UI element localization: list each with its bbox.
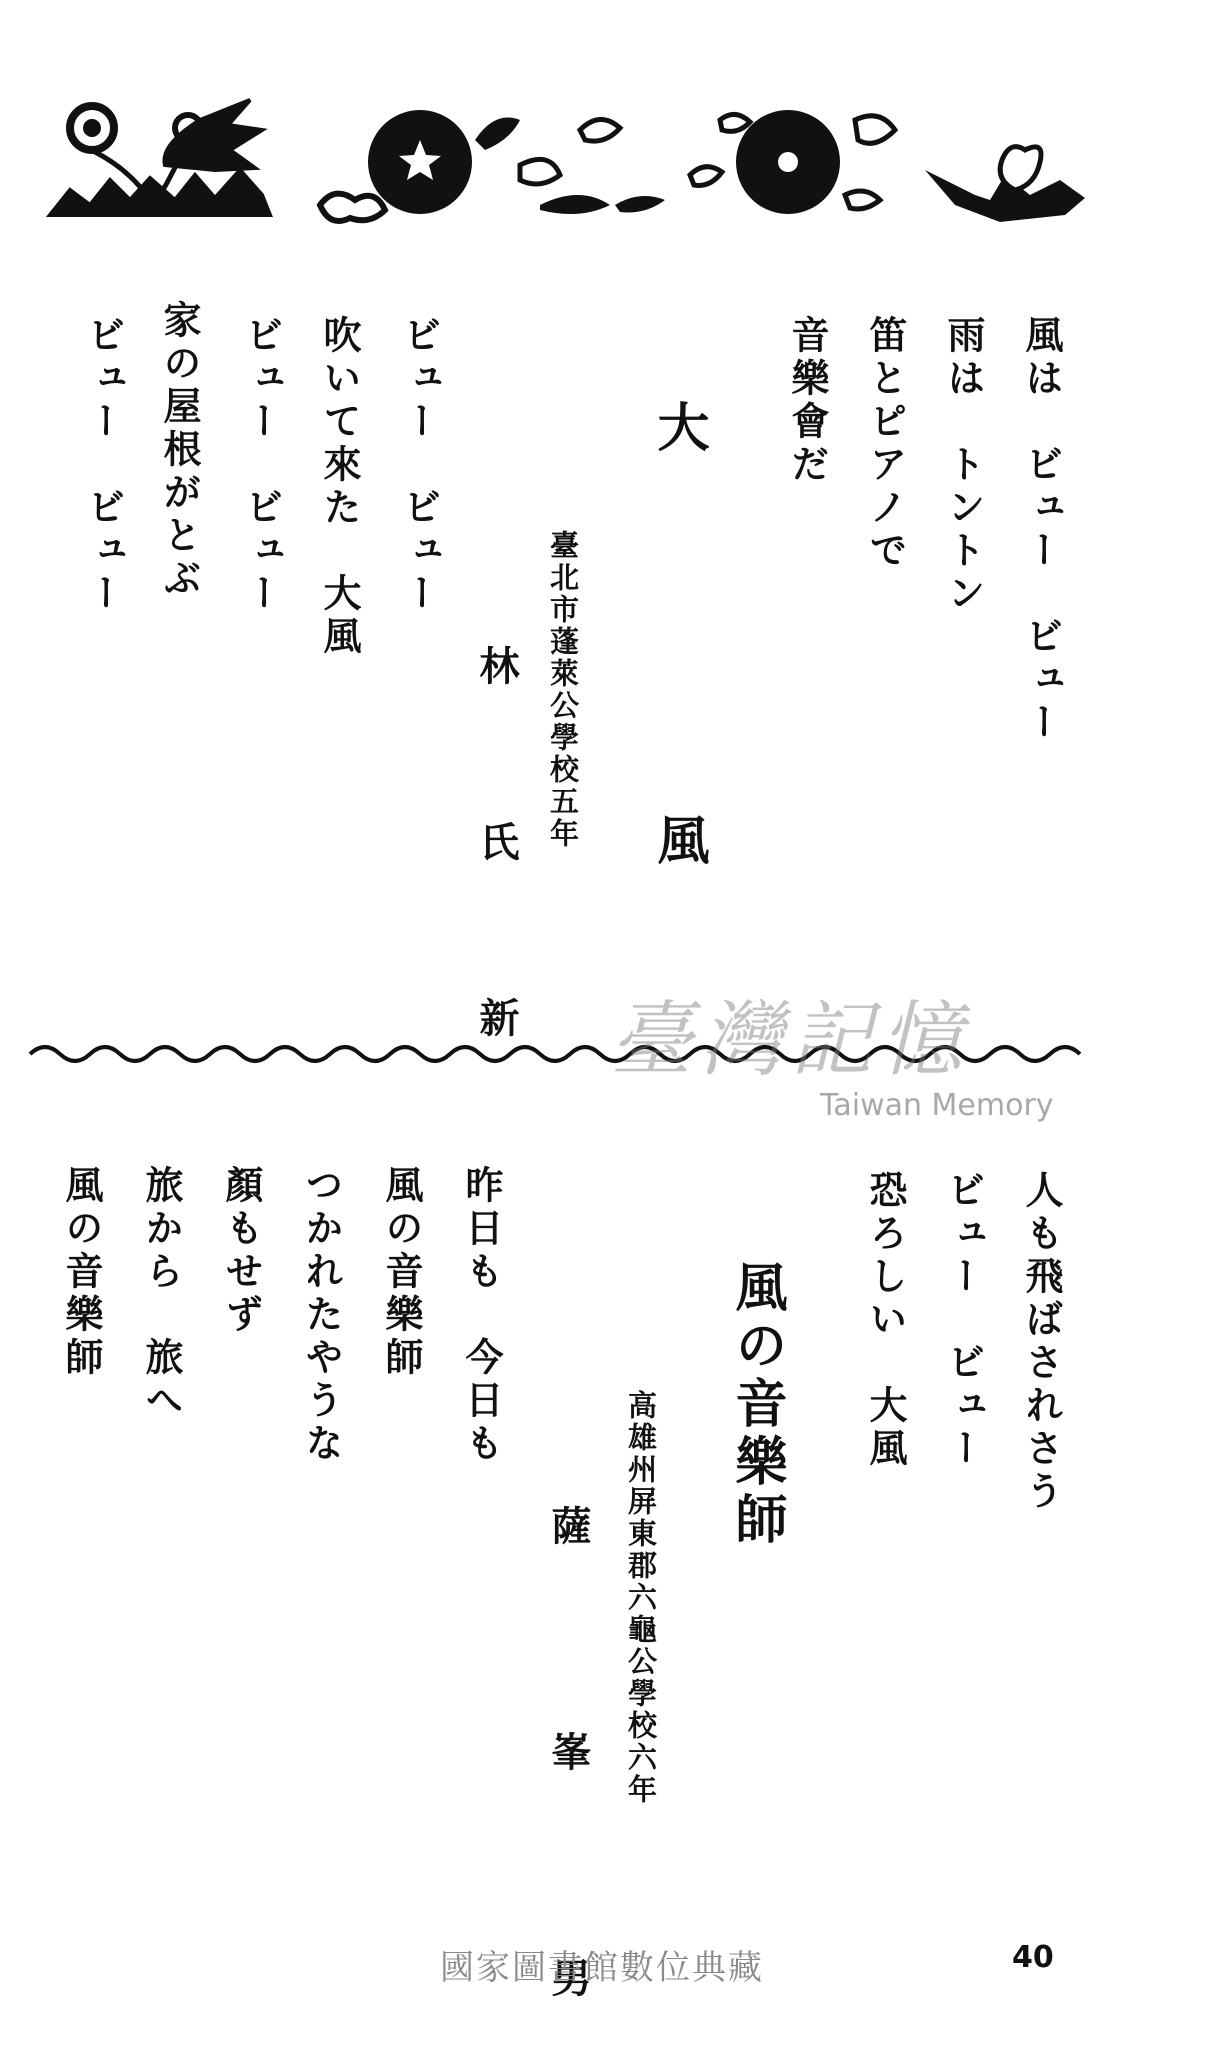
poem2-line-1: 昨日も 今日も xyxy=(459,1165,504,1466)
poem2-line-6: 風の音樂師 xyxy=(59,1165,104,1380)
poem2-school: 高雄州屏東郡六龜公學校六年 xyxy=(624,1390,658,1806)
page-number: 40 xyxy=(1012,1940,1054,1975)
flower-icon xyxy=(690,110,895,214)
dandelion-icon xyxy=(50,100,270,215)
poem1-line-1: 風は ビュー ビュー xyxy=(1019,315,1064,745)
morning-glory-icon xyxy=(320,110,665,221)
poem2-line-3: つかれたやうな xyxy=(299,1165,344,1466)
poem1-line-8: 家の屋根がとぶ xyxy=(157,300,202,601)
poem1-line-3: 笛とピアノで xyxy=(863,315,908,573)
poem2-author: 薩 峯 男 xyxy=(545,1505,591,2067)
poem2-line-4: 顏もせず xyxy=(219,1165,264,1337)
poem2-title: 風の音樂師 xyxy=(726,1260,787,1550)
poem2-line-2: 風の音樂師 xyxy=(379,1165,424,1380)
poem1-cont-line-1: 人も飛ばされさう xyxy=(1019,1170,1064,1514)
floral-header-border xyxy=(0,0,1225,240)
poem1-line-2: 雨は トントン xyxy=(941,315,986,616)
poem1-line-6: 吹いて來た 大風 xyxy=(317,315,362,659)
poem1-cont-line-3: 恐ろしい 大風 xyxy=(863,1170,908,1471)
taiwan-memory-watermark xyxy=(610,993,1054,1123)
poem1-school: 臺北市蓬萊公學校五年 xyxy=(546,530,580,850)
poem1-line-9: ビュー ビュー xyxy=(81,315,126,616)
poem1-line-5: ビュー ビュー xyxy=(397,315,442,616)
poem1-cont-line-2: ビュー ビュー xyxy=(941,1170,986,1471)
watermark-en: Taiwan Memory xyxy=(820,1088,1054,1123)
poem1-title: 大 風 xyxy=(648,400,709,1015)
poem1-author: 林 氏 新 xyxy=(473,645,519,1082)
grass-sprout-icon xyxy=(925,147,1085,222)
library-collection-footer: 國家圖書館數位典藏 xyxy=(440,1948,764,1988)
watermark-cjk: 臺灣記憶 xyxy=(610,993,970,1088)
poem1-line-4: 音樂會だ xyxy=(785,315,830,487)
poem1-line-7: ビュー ビュー xyxy=(239,315,284,616)
poem2-line-5: 旅から 旅へ xyxy=(139,1165,184,1423)
